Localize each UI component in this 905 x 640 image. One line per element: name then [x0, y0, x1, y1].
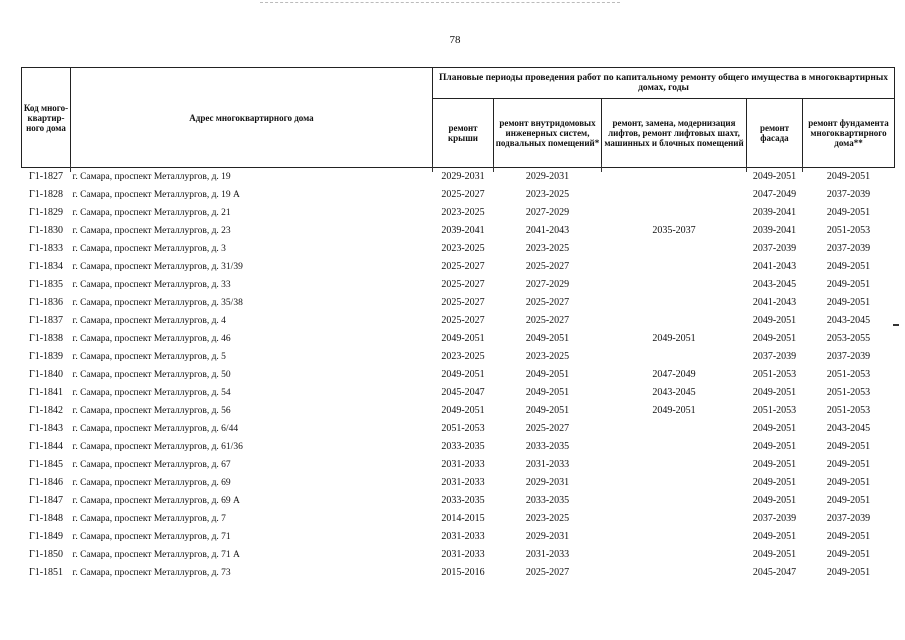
cell-roof: 2033-2035	[441, 495, 485, 506]
cell-code: Г1-1841	[28, 387, 64, 398]
cell-facade: 2049-2051	[752, 477, 797, 488]
table-row	[22, 366, 895, 384]
cell-foundation: 2049-2051	[826, 459, 871, 470]
table-row	[22, 168, 895, 187]
cell-foundation: 2049-2051	[826, 495, 871, 506]
cell-code: Г1-1847	[28, 495, 64, 506]
cell-roof: 2049-2051	[441, 405, 485, 416]
cell-facade: 2047-2049	[752, 189, 797, 200]
cell-code: Г1-1834	[28, 261, 64, 272]
cell-code: Г1-1846	[28, 477, 64, 488]
table-row	[22, 438, 895, 456]
cell-facade: 2049-2051	[752, 549, 797, 560]
cell-roof: 2051-2053	[441, 423, 485, 434]
cell-address: г. Самара, проспект Металлургов, д. 67	[72, 460, 231, 470]
cell-foundation: 2049-2051	[826, 171, 871, 182]
cell-lifts: 2035-2037	[652, 225, 696, 236]
header-facade: ремонт фасада	[747, 99, 803, 168]
cell-systems: 2049-2051	[525, 369, 570, 380]
table-body	[22, 168, 895, 583]
cell-address: г. Самара, проспект Металлургов, д. 19 А	[72, 190, 240, 200]
cell-systems: 2023-2025	[525, 513, 570, 524]
cell-address: г. Самара, проспект Металлургов, д. 19	[72, 172, 231, 182]
cell-systems: 2049-2051	[525, 405, 570, 416]
cell-code: Г1-1843	[28, 423, 64, 434]
cell-systems: 2033-2035	[525, 495, 570, 506]
cell-systems: 2033-2035	[525, 441, 570, 452]
column-rule	[432, 164, 433, 172]
table-row	[22, 330, 895, 348]
cell-roof: 2025-2027	[441, 315, 485, 326]
cell-facade: 2049-2051	[752, 315, 797, 326]
table-row	[22, 510, 895, 528]
cell-lifts	[602, 258, 747, 276]
header-foundation: ремонт фундамента многоквартирного дома**	[803, 99, 895, 168]
cell-code: Г1-1833	[28, 243, 64, 254]
cell-lifts	[602, 438, 747, 456]
cell-facade: 2051-2053	[752, 369, 797, 380]
cell-systems: 2031-2033	[525, 459, 570, 470]
cell-roof: 2015-2016	[441, 567, 485, 578]
cell-roof: 2023-2025	[441, 351, 485, 362]
cell-foundation: 2049-2051	[826, 261, 871, 272]
cell-systems: 2029-2031	[525, 171, 570, 182]
cell-roof: 2023-2025	[441, 207, 485, 218]
cell-lifts	[602, 276, 747, 294]
header-address: Адрес многоквартирного дома	[71, 68, 433, 168]
cell-roof: 2025-2027	[441, 279, 485, 290]
cell-facade: 2039-2041	[752, 207, 797, 218]
cell-facade: 2043-2045	[752, 279, 797, 290]
cell-systems: 2049-2051	[525, 333, 570, 344]
cell-foundation: 2051-2053	[826, 369, 871, 380]
cell-address: г. Самара, проспект Металлургов, д. 71	[72, 532, 231, 542]
cell-lifts	[602, 510, 747, 528]
cell-foundation: 2043-2045	[826, 315, 871, 326]
table-row	[22, 384, 895, 402]
cell-facade: 2049-2051	[752, 333, 797, 344]
cell-systems: 2029-2031	[525, 531, 570, 542]
cell-lifts: 2049-2051	[652, 405, 696, 416]
table-row	[22, 492, 895, 510]
column-rule	[601, 164, 602, 172]
cell-foundation: 2037-2039	[826, 351, 871, 362]
cell-code: Г1-1830	[28, 225, 64, 236]
cell-lifts	[602, 564, 747, 582]
cell-foundation: 2049-2051	[826, 549, 871, 560]
cell-address: г. Самара, проспект Металлургов, д. 69 А	[72, 496, 240, 506]
cell-facade: 2051-2053	[752, 405, 797, 416]
table-row	[22, 240, 895, 258]
cell-lifts	[602, 240, 747, 258]
cell-systems: 2031-2033	[525, 549, 570, 560]
table-row	[22, 348, 895, 366]
cell-lifts	[602, 492, 747, 510]
cell-roof: 2049-2051	[441, 333, 485, 344]
cell-address: г. Самара, проспект Металлургов, д. 35/38	[72, 298, 243, 308]
cell-facade: 2049-2051	[752, 423, 797, 434]
cell-foundation: 2051-2053	[826, 405, 871, 416]
cell-code: Г1-1839	[28, 351, 64, 362]
cell-lifts: 2049-2051	[652, 333, 696, 344]
cell-code: Г1-1849	[28, 531, 64, 542]
cell-foundation: 2043-2045	[826, 423, 871, 434]
cell-systems: 2025-2027	[525, 423, 570, 434]
cell-lifts: 2047-2049	[652, 369, 696, 380]
page-number: 78	[449, 34, 461, 46]
cell-code: Г1-1828	[28, 189, 64, 200]
cell-lifts	[602, 186, 747, 204]
cell-code: Г1-1829	[28, 207, 64, 218]
cell-address: г. Самара, проспект Металлургов, д. 54	[72, 388, 231, 398]
cell-systems: 2023-2025	[525, 351, 570, 362]
cell-foundation: 2049-2051	[826, 297, 871, 308]
cell-systems: 2029-2031	[525, 477, 570, 488]
cell-facade: 2041-2043	[752, 261, 797, 272]
table-row	[22, 474, 895, 492]
margin-mark	[893, 324, 899, 326]
cell-lifts	[602, 204, 747, 222]
cell-code: Г1-1848	[28, 513, 64, 524]
cell-address: г. Самара, проспект Металлургов, д. 71 А	[72, 550, 240, 560]
cell-foundation: 2049-2051	[826, 441, 871, 452]
cell-code: Г1-1827	[28, 171, 64, 182]
cell-facade: 2049-2051	[752, 441, 797, 452]
cell-systems: 2025-2027	[525, 297, 570, 308]
cell-facade: 2049-2051	[752, 387, 797, 398]
cell-address: г. Самара, проспект Металлургов, д. 23	[72, 226, 231, 236]
table-row	[22, 420, 895, 438]
cell-address: г. Самара, проспект Металлургов, д. 6/44	[72, 424, 239, 434]
column-rule	[70, 164, 71, 172]
cell-code: Г1-1845	[28, 459, 64, 470]
cell-lifts	[602, 168, 747, 187]
cell-roof: 2029-2031	[441, 171, 485, 182]
cell-code: Г1-1840	[28, 369, 64, 380]
cell-lifts	[602, 348, 747, 366]
cell-lifts	[602, 294, 747, 312]
cell-address: г. Самара, проспект Металлургов, д. 4	[72, 316, 226, 326]
repair-schedule-table	[21, 67, 895, 582]
table-row	[22, 564, 895, 582]
table-row	[22, 222, 895, 240]
cell-foundation: 2049-2051	[826, 567, 871, 578]
cell-systems: 2041-2043	[525, 225, 570, 236]
cell-lifts	[602, 312, 747, 330]
cell-facade: 2049-2051	[752, 459, 797, 470]
cell-code: Г1-1838	[28, 333, 64, 344]
cell-lifts: 2043-2045	[652, 387, 696, 398]
cell-facade: 2037-2039	[752, 243, 797, 254]
cell-roof: 2049-2051	[441, 369, 485, 380]
cell-roof: 2033-2035	[441, 441, 485, 452]
cell-systems: 2025-2027	[525, 567, 570, 578]
cell-address: г. Самара, проспект Металлургов, д. 31/39	[72, 262, 243, 272]
cell-lifts	[602, 420, 747, 438]
cell-facade: 2049-2051	[752, 495, 797, 506]
table-row	[22, 276, 895, 294]
cell-code: Г1-1835	[28, 279, 64, 290]
cell-systems: 2049-2051	[525, 387, 570, 398]
cell-roof: 2045-2047	[441, 387, 485, 398]
cell-code: Г1-1851	[28, 567, 64, 578]
cell-address: г. Самара, проспект Металлургов, д. 46	[72, 334, 231, 344]
table-row	[22, 186, 895, 204]
cell-code: Г1-1850	[28, 549, 64, 560]
header-lifts: ремонт, замена, модернизация лифтов, ремонт лифтовых шахт, машинных и блочных помещений	[602, 99, 747, 168]
cell-roof: 2031-2033	[441, 549, 485, 560]
cell-roof: 2031-2033	[441, 459, 485, 470]
cell-code: Г1-1837	[28, 315, 64, 326]
cell-facade: 2049-2051	[752, 171, 797, 182]
cell-foundation: 2049-2051	[826, 279, 871, 290]
cell-address: г. Самара, проспект Металлургов, д. 5	[72, 352, 226, 362]
cell-address: г. Самара, проспект Металлургов, д. 3	[72, 244, 226, 254]
cell-roof: 2025-2027	[441, 189, 485, 200]
cell-address: г. Самара, проспект Металлургов, д. 21	[72, 208, 231, 218]
cell-roof: 2023-2025	[441, 243, 485, 254]
cell-address: г. Самара, проспект Металлургов, д. 50	[72, 370, 231, 380]
header-code: Код много-квартир-ного дома	[22, 68, 71, 168]
column-rule	[746, 164, 747, 172]
table-row	[22, 456, 895, 474]
cell-systems: 2027-2029	[525, 207, 570, 218]
cell-facade: 2039-2041	[752, 225, 797, 236]
cell-address: г. Самара, проспект Металлургов, д. 73	[72, 568, 231, 578]
cell-foundation: 2037-2039	[826, 513, 871, 524]
table-row	[22, 402, 895, 420]
cell-foundation: 2037-2039	[826, 243, 871, 254]
cell-facade: 2049-2051	[752, 531, 797, 542]
cell-systems: 2023-2025	[525, 189, 570, 200]
cell-roof: 2039-2041	[441, 225, 485, 236]
cell-foundation: 2051-2053	[826, 387, 871, 398]
cell-roof: 2014-2015	[441, 513, 485, 524]
cell-foundation: 2049-2051	[826, 531, 871, 542]
cell-foundation: 2049-2051	[826, 207, 871, 218]
header-roof: ремонт крыши	[433, 99, 494, 168]
cell-lifts	[602, 474, 747, 492]
cell-address: г. Самара, проспект Металлургов, д. 69	[72, 478, 231, 488]
cell-roof: 2025-2027	[441, 297, 485, 308]
cell-foundation: 2051-2053	[826, 225, 871, 236]
cell-foundation: 2049-2051	[826, 477, 871, 488]
header-systems: ремонт внутридомовых инженерных систем, подвальных помещений*	[494, 99, 602, 168]
cell-lifts	[602, 456, 747, 474]
table-row	[22, 312, 895, 330]
cell-address: г. Самара, проспект Металлургов, д. 56	[72, 406, 231, 416]
cell-facade: 2045-2047	[752, 567, 797, 578]
cell-foundation: 2037-2039	[826, 189, 871, 200]
table-row	[22, 528, 895, 546]
cell-roof: 2031-2033	[441, 531, 485, 542]
column-rule	[802, 164, 803, 172]
cell-address: г. Самара, проспект Металлургов, д. 61/36	[72, 442, 243, 452]
cell-roof: 2025-2027	[441, 261, 485, 272]
cell-facade: 2037-2039	[752, 513, 797, 524]
cell-facade: 2037-2039	[752, 351, 797, 362]
cell-facade: 2041-2043	[752, 297, 797, 308]
table-row	[22, 294, 895, 312]
cell-systems: 2027-2029	[525, 279, 570, 290]
cell-systems: 2025-2027	[525, 315, 570, 326]
cell-address: г. Самара, проспект Металлургов, д. 33	[72, 280, 231, 290]
table-row	[22, 204, 895, 222]
cell-address: г. Самара, проспект Металлургов, д. 7	[72, 514, 226, 524]
cell-code: Г1-1842	[28, 405, 64, 416]
table-row	[22, 258, 895, 276]
table-row	[22, 546, 895, 564]
cell-code: Г1-1836	[28, 297, 64, 308]
cell-code: Г1-1844	[28, 441, 64, 452]
header-group-periods: Плановые периоды проведения работ по капитальному ремонту общего имущества в многоквартирных домах, годы	[433, 68, 895, 99]
cell-roof: 2031-2033	[441, 477, 485, 488]
column-rule	[493, 164, 494, 172]
cell-systems: 2025-2027	[525, 261, 570, 272]
scan-artifact-top	[260, 2, 620, 4]
cell-foundation: 2053-2055	[826, 333, 871, 344]
cell-lifts	[602, 546, 747, 564]
cell-lifts	[602, 528, 747, 546]
cell-systems: 2023-2025	[525, 243, 570, 254]
